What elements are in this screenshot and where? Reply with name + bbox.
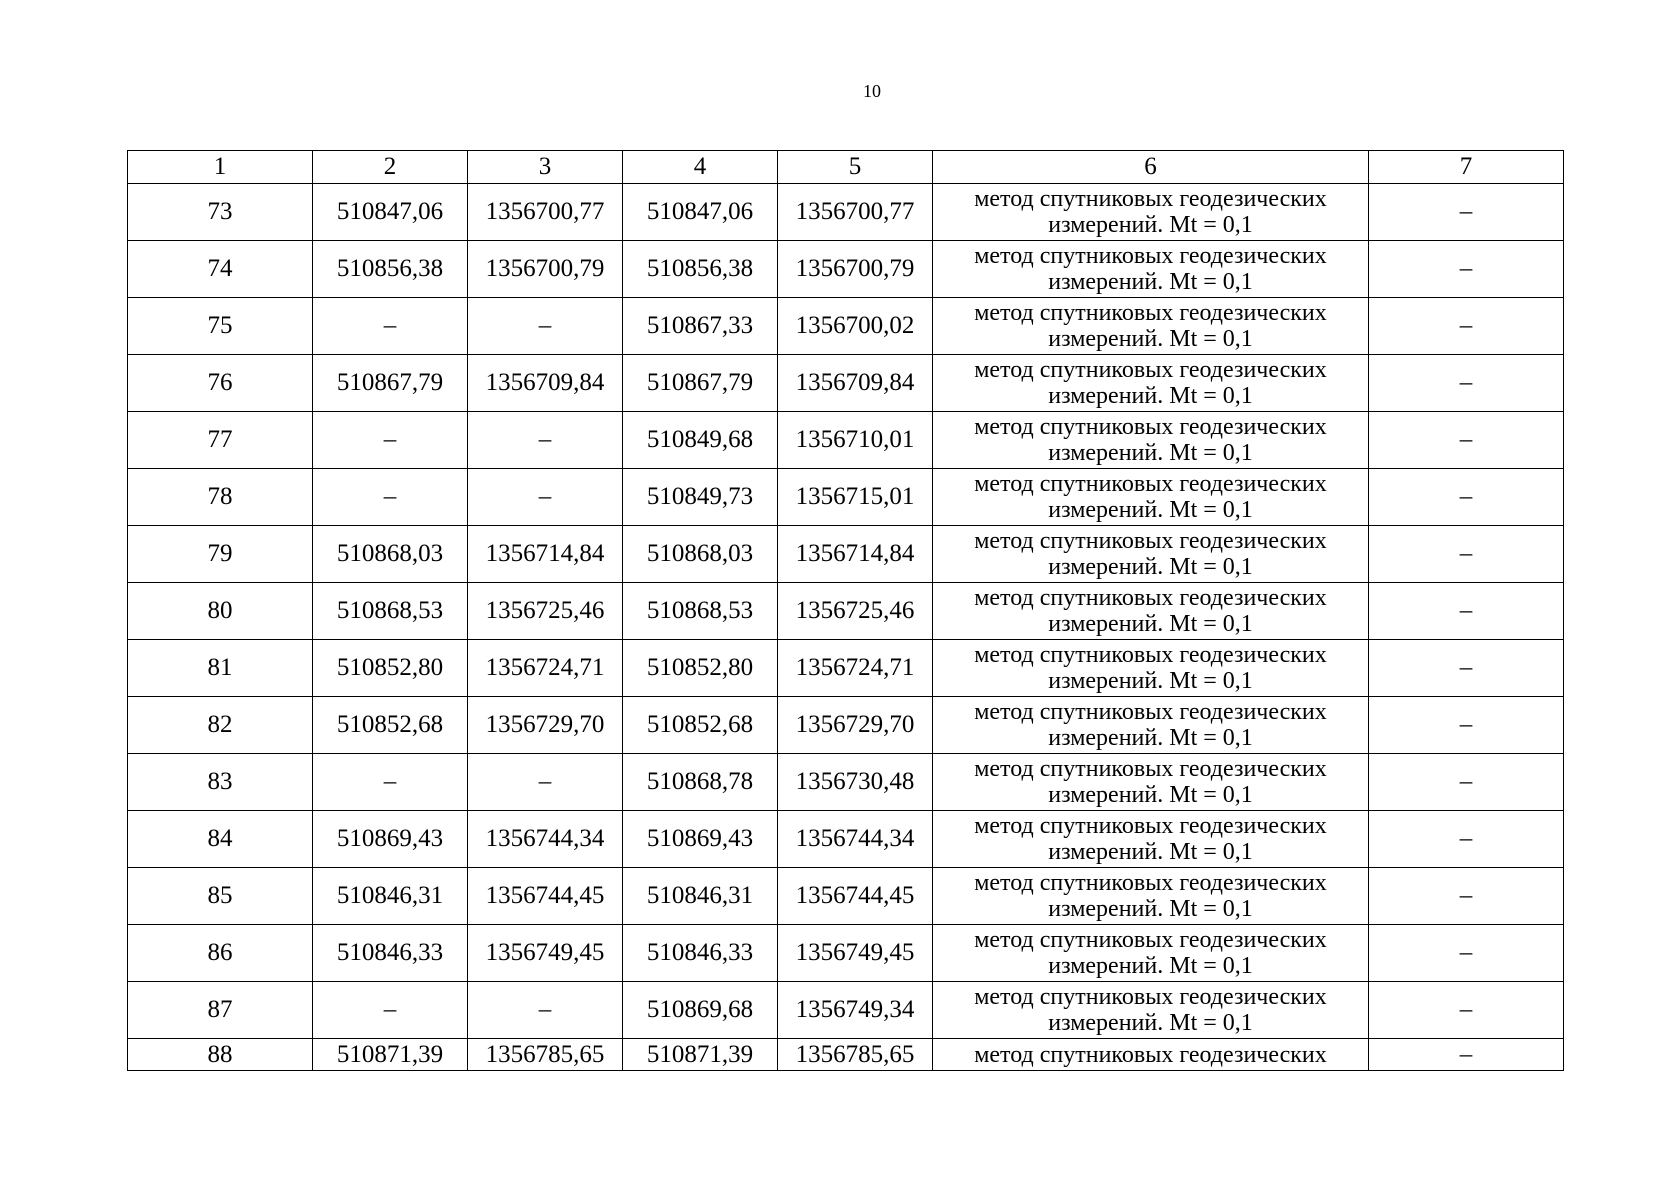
method-cell	[933, 241, 1369, 298]
note-cell: –	[1369, 526, 1564, 583]
coord-y-cell: 1356700,79	[778, 241, 933, 298]
note-cell: –	[1369, 982, 1564, 1039]
method-line-1: метод спутниковых геодезических	[974, 927, 1327, 953]
method-cell	[933, 811, 1369, 868]
point-number-cell: 84	[128, 811, 313, 868]
method-cell: метод спутниковых геодезических	[933, 1039, 1369, 1071]
coord-y-cell: 1356749,45	[778, 925, 933, 982]
note-cell: –	[1369, 241, 1564, 298]
coord-x-cell: 510849,68	[623, 412, 778, 469]
coord-x-cell: 510868,53	[313, 583, 468, 640]
note-cell: –	[1369, 184, 1564, 241]
point-number-cell: 78	[128, 469, 313, 526]
header-cell: 5	[778, 151, 933, 184]
coord-y-cell: 1356744,34	[778, 811, 933, 868]
point-number-cell: 73	[128, 184, 313, 241]
method-line-2: измерений. Mt = 0,1	[1048, 440, 1253, 466]
note-cell: –	[1369, 754, 1564, 811]
method-line-1: метод спутниковых геодезических	[974, 357, 1327, 383]
point-number-cell: 85	[128, 868, 313, 925]
table-row	[128, 241, 1564, 298]
coord-x-cell: 510852,68	[623, 697, 778, 754]
method-cell	[933, 469, 1369, 526]
coord-x-cell: 510856,38	[313, 241, 468, 298]
point-number-cell: 86	[128, 925, 313, 982]
table-row	[128, 868, 1564, 925]
point-number-cell: 77	[128, 412, 313, 469]
coord-x-cell: 510847,06	[313, 184, 468, 241]
coord-x-cell: 510852,80	[623, 640, 778, 697]
table-row	[128, 640, 1564, 697]
coord-x-cell: 510871,39	[623, 1039, 778, 1071]
point-number-cell: 79	[128, 526, 313, 583]
coord-y-cell: 1356729,70	[468, 697, 623, 754]
note-cell: –	[1369, 868, 1564, 925]
coord-y-cell: 1356785,65	[778, 1039, 933, 1071]
point-number-cell: 88	[128, 1039, 313, 1071]
coord-y-cell: 1356709,84	[778, 355, 933, 412]
method-cell	[933, 982, 1369, 1039]
coord-y-cell: 1356749,45	[468, 925, 623, 982]
method-cell	[933, 925, 1369, 982]
note-cell: –	[1369, 298, 1564, 355]
note-cell: –	[1369, 412, 1564, 469]
coord-x-cell: –	[313, 754, 468, 811]
method-line-2: измерений. Mt = 0,1	[1048, 383, 1253, 409]
point-number-cell: 87	[128, 982, 313, 1039]
coord-x-cell: 510868,03	[313, 526, 468, 583]
method-cell	[933, 526, 1369, 583]
point-number-cell: 76	[128, 355, 313, 412]
coord-y-cell: 1356710,01	[778, 412, 933, 469]
table-row	[128, 697, 1564, 754]
coord-x-cell: 510869,43	[313, 811, 468, 868]
coord-x-cell: 510867,79	[313, 355, 468, 412]
method-line-1: метод спутниковых геодезических	[974, 471, 1327, 497]
table-row	[128, 412, 1564, 469]
coord-x-cell: 510849,73	[623, 469, 778, 526]
coord-x-cell: 510867,79	[623, 355, 778, 412]
coord-y-cell: 1356700,02	[778, 298, 933, 355]
coord-y-cell: 1356715,01	[778, 469, 933, 526]
coord-x-cell: –	[313, 982, 468, 1039]
coord-x-cell: 510869,68	[623, 982, 778, 1039]
coord-x-cell: 510869,43	[623, 811, 778, 868]
method-cell	[933, 697, 1369, 754]
coord-y-cell: –	[468, 298, 623, 355]
coord-y-cell: 1356700,77	[778, 184, 933, 241]
point-number-cell: 75	[128, 298, 313, 355]
method-line-1: метод спутниковых геодезических	[974, 870, 1327, 896]
note-cell: –	[1369, 925, 1564, 982]
table-row	[128, 355, 1564, 412]
method-line-2: измерений. Mt = 0,1	[1048, 1010, 1253, 1036]
method-line-2: измерений. Mt = 0,1	[1048, 896, 1253, 922]
point-number-cell: 80	[128, 583, 313, 640]
method-line-1: метод спутниковых геодезических	[974, 243, 1327, 269]
table-row	[128, 583, 1564, 640]
method-line-1: метод спутниковых геодезических	[974, 528, 1327, 554]
header-cell: 6	[933, 151, 1369, 184]
coord-x-cell: 510846,31	[313, 868, 468, 925]
method-line-1: метод спутниковых геодезических	[974, 414, 1327, 440]
note-cell: –	[1369, 697, 1564, 754]
coord-x-cell: –	[313, 298, 468, 355]
header-cell: 3	[468, 151, 623, 184]
coord-y-cell: 1356785,65	[468, 1039, 623, 1071]
coord-x-cell: 510868,78	[623, 754, 778, 811]
header-cell: 7	[1369, 151, 1564, 184]
point-number-cell: 74	[128, 241, 313, 298]
coord-y-cell: 1356725,46	[468, 583, 623, 640]
method-cell	[933, 412, 1369, 469]
table-row	[128, 298, 1564, 355]
coord-y-cell: 1356700,79	[468, 241, 623, 298]
coord-y-cell: –	[468, 469, 623, 526]
coord-x-cell: 510868,53	[623, 583, 778, 640]
method-line-1: метод спутниковых геодезических	[974, 699, 1327, 725]
coord-y-cell: 1356724,71	[778, 640, 933, 697]
method-cell	[933, 298, 1369, 355]
coord-y-cell: 1356744,34	[468, 811, 623, 868]
table-row	[128, 982, 1564, 1039]
method-line-2: измерений. Mt = 0,1	[1048, 668, 1253, 694]
table-row	[128, 925, 1564, 982]
coord-x-cell: –	[313, 412, 468, 469]
header-row	[128, 151, 1564, 184]
note-cell: –	[1369, 640, 1564, 697]
coord-y-cell: –	[468, 982, 623, 1039]
table-row	[128, 184, 1564, 241]
method-line-2: измерений. Mt = 0,1	[1048, 839, 1253, 865]
coord-y-cell: 1356729,70	[778, 697, 933, 754]
coord-x-cell: 510846,33	[623, 925, 778, 982]
method-line-2: измерений. Mt = 0,1	[1048, 953, 1253, 979]
coord-y-cell: 1356700,77	[468, 184, 623, 241]
point-number-cell: 82	[128, 697, 313, 754]
coord-x-cell: 510852,80	[313, 640, 468, 697]
coord-x-cell: 510856,38	[623, 241, 778, 298]
header-cell: 4	[623, 151, 778, 184]
method-line-2: измерений. Mt = 0,1	[1048, 782, 1253, 808]
coord-y-cell: 1356744,45	[778, 868, 933, 925]
coord-x-cell: 510852,68	[313, 697, 468, 754]
header-cell: 2	[313, 151, 468, 184]
method-line-2: измерений. Mt = 0,1	[1048, 554, 1253, 580]
method-cell	[933, 355, 1369, 412]
method-line-2: измерений. Mt = 0,1	[1048, 611, 1253, 637]
table-row	[128, 469, 1564, 526]
coord-y-cell: –	[468, 412, 623, 469]
coord-x-cell: 510846,31	[623, 868, 778, 925]
note-cell: –	[1369, 469, 1564, 526]
note-cell: –	[1369, 811, 1564, 868]
coord-x-cell: 510871,39	[313, 1039, 468, 1071]
coord-y-cell: –	[468, 754, 623, 811]
coord-y-cell: 1356725,46	[778, 583, 933, 640]
coord-x-cell: 510867,33	[623, 298, 778, 355]
coord-y-cell: 1356744,45	[468, 868, 623, 925]
method-line-1: метод спутниковых геодезических	[974, 984, 1327, 1010]
header-cell: 1	[128, 151, 313, 184]
note-cell: –	[1369, 1039, 1564, 1071]
method-line-1: метод спутниковых геодезических	[974, 813, 1327, 839]
point-number-cell: 81	[128, 640, 313, 697]
method-cell	[933, 640, 1369, 697]
method-line-2: измерений. Mt = 0,1	[1048, 725, 1253, 751]
method-line-2: измерений. Mt = 0,1	[1048, 269, 1253, 295]
coord-y-cell: 1356714,84	[468, 526, 623, 583]
method-line-1: метод спутниковых геодезических	[974, 300, 1327, 326]
coord-y-cell: 1356724,71	[468, 640, 623, 697]
method-line-2: измерений. Mt = 0,1	[1048, 497, 1253, 523]
coord-x-cell: 510847,06	[623, 184, 778, 241]
coord-y-cell: 1356714,84	[778, 526, 933, 583]
table-row	[128, 754, 1564, 811]
coord-x-cell: 510846,33	[313, 925, 468, 982]
method-cell	[933, 583, 1369, 640]
method-line-2: измерений. Mt = 0,1	[1048, 212, 1253, 238]
table-row	[128, 526, 1564, 583]
coord-x-cell: 510868,03	[623, 526, 778, 583]
coord-x-cell: –	[313, 469, 468, 526]
method-line-1: метод спутниковых геодезических	[974, 186, 1327, 212]
method-line-2: измерений. Mt = 0,1	[1048, 326, 1253, 352]
method-line-1: метод спутниковых геодезических	[974, 585, 1327, 611]
coord-y-cell: 1356709,84	[468, 355, 623, 412]
method-cell	[933, 868, 1369, 925]
method-cell	[933, 184, 1369, 241]
coordinates-table	[127, 150, 1564, 1071]
note-cell: –	[1369, 355, 1564, 412]
page-number: 10	[863, 81, 881, 101]
method-line-1: метод спутниковых геодезических	[974, 642, 1327, 668]
note-cell: –	[1369, 583, 1564, 640]
coord-y-cell: 1356730,48	[778, 754, 933, 811]
method-line-1: метод спутниковых геодезических	[974, 756, 1327, 782]
coord-y-cell: 1356749,34	[778, 982, 933, 1039]
method-cell	[933, 754, 1369, 811]
table-row	[128, 811, 1564, 868]
point-number-cell: 83	[128, 754, 313, 811]
table-row-last	[128, 1039, 1564, 1071]
